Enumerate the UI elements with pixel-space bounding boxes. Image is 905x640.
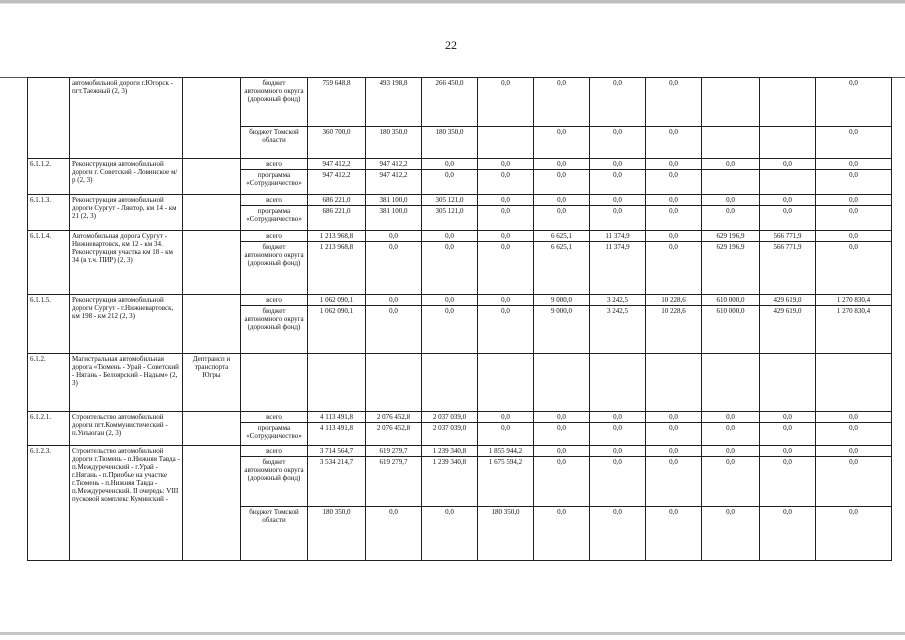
amount-cell: 1 855 944,2 bbox=[478, 446, 534, 457]
amount-cell: 1 213 968,8 bbox=[308, 242, 366, 295]
funding-source-cell: бюджет автономного округа (дорожный фонд) bbox=[241, 242, 308, 295]
amount-cell: 180 350,0 bbox=[478, 507, 534, 561]
amount-cell: 0,0 bbox=[646, 242, 702, 295]
table-row bbox=[28, 195, 892, 206]
amount-cell: 0,0 bbox=[590, 78, 646, 127]
amount-cell: 947 412,2 bbox=[308, 170, 366, 195]
amount-cell: 1 239 340,8 bbox=[422, 446, 478, 457]
funding-source-cell: бюджет автономного округа (дорожный фонд) bbox=[241, 306, 308, 354]
amount-cell: 0,0 bbox=[422, 242, 478, 295]
amount-cell: 0,0 bbox=[590, 127, 646, 159]
funding-source-cell: бюджет автономного округа (дорожный фонд) bbox=[241, 78, 308, 127]
amount-cell: 11 374,9 bbox=[590, 242, 646, 295]
amount-cell: 0,0 bbox=[534, 206, 590, 231]
amount-cell: 0,0 bbox=[366, 231, 422, 242]
amount-cell: 610 000,0 bbox=[702, 306, 760, 354]
amount-cell bbox=[478, 127, 534, 159]
amount-cell: 0,0 bbox=[816, 242, 892, 295]
amount-cell: 0,0 bbox=[702, 159, 760, 170]
amount-cell: 619 279,7 bbox=[366, 457, 422, 507]
amount-cell: 1 213 968,8 bbox=[308, 231, 366, 242]
amount-cell: 0,0 bbox=[702, 457, 760, 507]
row-executor-cell bbox=[183, 295, 241, 354]
amount-cell: 0,0 bbox=[816, 412, 892, 423]
amount-cell: 0,0 bbox=[646, 412, 702, 423]
amount-cell: 0,0 bbox=[646, 78, 702, 127]
amount-cell: 0,0 bbox=[534, 423, 590, 446]
amount-cell: 1 270 830,4 bbox=[816, 295, 892, 306]
amount-cell: 0,0 bbox=[422, 306, 478, 354]
amount-cell: 0,0 bbox=[478, 159, 534, 170]
amount-cell: 0,0 bbox=[646, 159, 702, 170]
amount-cell: 947 412,2 bbox=[366, 159, 422, 170]
amount-cell: 0,0 bbox=[478, 295, 534, 306]
row-name-cell: Строительство автомобильной дороги пгт.Коммунистический - п.Унъюган (2, 3) bbox=[70, 412, 183, 446]
amount-cell: 0,0 bbox=[478, 195, 534, 206]
amount-cell: 0,0 bbox=[646, 423, 702, 446]
amount-cell: 0,0 bbox=[366, 295, 422, 306]
amount-cell bbox=[816, 354, 892, 412]
amount-cell: 0,0 bbox=[590, 446, 646, 457]
amount-cell bbox=[422, 354, 478, 412]
amount-cell: 0,0 bbox=[478, 412, 534, 423]
amount-cell: 0,0 bbox=[534, 507, 590, 561]
row-executor-cell bbox=[183, 78, 241, 159]
row-executor-cell bbox=[183, 159, 241, 195]
amount-cell: 0,0 bbox=[760, 206, 816, 231]
funding-source-cell: бюджет Томской области bbox=[241, 507, 308, 561]
amount-cell: 947 412,2 bbox=[366, 170, 422, 195]
row-executor-cell bbox=[183, 231, 241, 295]
funding-source-cell: программа «Сотрудничество» bbox=[241, 423, 308, 446]
amount-cell bbox=[366, 354, 422, 412]
amount-cell: 3 714 564,7 bbox=[308, 446, 366, 457]
amount-cell: 0,0 bbox=[534, 170, 590, 195]
table-row bbox=[28, 78, 892, 127]
scan-bottom-edge bbox=[0, 632, 905, 635]
program-financing-table bbox=[27, 77, 892, 561]
amount-cell: 6 625,1 bbox=[534, 231, 590, 242]
amount-cell: 9 000,0 bbox=[534, 295, 590, 306]
amount-cell: 0,0 bbox=[534, 457, 590, 507]
funding-source-cell: всего bbox=[241, 231, 308, 242]
amount-cell: 0,0 bbox=[646, 170, 702, 195]
amount-cell: 0,0 bbox=[760, 457, 816, 507]
amount-cell: 180 350,0 bbox=[422, 127, 478, 159]
row-executor-cell bbox=[183, 446, 241, 561]
row-executor-cell bbox=[183, 195, 241, 231]
row-code-cell: 6.1.1.2. bbox=[28, 159, 70, 195]
amount-cell: 1 062 090,1 bbox=[308, 295, 366, 306]
row-executor-cell: Дептрансп и транспорта Югры bbox=[183, 354, 241, 412]
amount-cell: 4 113 491,8 bbox=[308, 412, 366, 423]
amount-cell: 3 242,5 bbox=[590, 306, 646, 354]
amount-cell: 305 121,0 bbox=[422, 206, 478, 231]
amount-cell: 0,0 bbox=[590, 457, 646, 507]
amount-cell: 6 625,1 bbox=[534, 242, 590, 295]
amount-cell: 0,0 bbox=[422, 170, 478, 195]
amount-cell: 180 350,0 bbox=[308, 507, 366, 561]
amount-cell: 0,0 bbox=[702, 507, 760, 561]
row-name-cell: Реконструкция автомобильной дороги г. Советский - Ловинское м/р (2, 3) bbox=[70, 159, 183, 195]
amount-cell: 180 350,0 bbox=[366, 127, 422, 159]
amount-cell: 1 675 594,2 bbox=[478, 457, 534, 507]
funding-source-cell: программа «Сотрудничество» bbox=[241, 206, 308, 231]
amount-cell bbox=[646, 354, 702, 412]
table-row bbox=[28, 446, 892, 457]
funding-source-cell: всего bbox=[241, 295, 308, 306]
funding-source-cell: бюджет Томской области bbox=[241, 127, 308, 159]
row-code-cell: 6.1.2. bbox=[28, 354, 70, 412]
table-row bbox=[28, 295, 892, 306]
amount-cell: 0,0 bbox=[702, 206, 760, 231]
amount-cell: 0,0 bbox=[646, 231, 702, 242]
amount-cell: 0,0 bbox=[422, 295, 478, 306]
amount-cell: 381 100,0 bbox=[366, 206, 422, 231]
row-executor-cell bbox=[183, 412, 241, 446]
amount-cell: 0,0 bbox=[760, 507, 816, 561]
amount-cell: 0,0 bbox=[590, 159, 646, 170]
amount-cell: 0,0 bbox=[422, 159, 478, 170]
amount-cell: 0,0 bbox=[366, 306, 422, 354]
row-name-cell: Реконструкция автомобильной дороги Сургут - г.Нижневартовск, км 198 - км 212 (2, 3) bbox=[70, 295, 183, 354]
amount-cell: 0,0 bbox=[534, 78, 590, 127]
amount-cell: 0,0 bbox=[646, 457, 702, 507]
program-table-wrapper bbox=[27, 77, 891, 561]
amount-cell bbox=[534, 354, 590, 412]
amount-cell: 381 100,0 bbox=[366, 195, 422, 206]
amount-cell: 0,0 bbox=[702, 412, 760, 423]
amount-cell: 566 771,9 bbox=[760, 231, 816, 242]
amount-cell bbox=[702, 170, 760, 195]
amount-cell: 0,0 bbox=[760, 195, 816, 206]
amount-cell: 360 700,0 bbox=[308, 127, 366, 159]
amount-cell: 0,0 bbox=[590, 507, 646, 561]
amount-cell: 2 037 039,0 bbox=[422, 412, 478, 423]
amount-cell: 0,0 bbox=[422, 507, 478, 561]
amount-cell: 266 450,0 bbox=[422, 78, 478, 127]
amount-cell: 947 412,2 bbox=[308, 159, 366, 170]
amount-cell: 0,0 bbox=[646, 446, 702, 457]
amount-cell: 610 000,0 bbox=[702, 295, 760, 306]
amount-cell: 0,0 bbox=[478, 306, 534, 354]
amount-cell: 0,0 bbox=[534, 195, 590, 206]
amount-cell: 0,0 bbox=[760, 423, 816, 446]
table-row bbox=[28, 231, 892, 242]
amount-cell: 0,0 bbox=[590, 206, 646, 231]
amount-cell: 9 000,0 bbox=[534, 306, 590, 354]
amount-cell: 0,0 bbox=[816, 206, 892, 231]
amount-cell: 0,0 bbox=[760, 159, 816, 170]
amount-cell: 0,0 bbox=[422, 231, 478, 242]
amount-cell: 0,0 bbox=[366, 242, 422, 295]
row-name-cell: Автомобильная дорога Сургут - Нижневартовск, км 12 - км 34. Реконструкция участка км 18 - км 34 (в т.ч. ПИР) (2, 3) bbox=[70, 231, 183, 295]
amount-cell: 3 534 214,7 bbox=[308, 457, 366, 507]
amount-cell: 0,0 bbox=[534, 412, 590, 423]
funding-source-cell: бюджет автономного округа (дорожный фонд) bbox=[241, 457, 308, 507]
amount-cell: 0,0 bbox=[646, 206, 702, 231]
funding-source-cell bbox=[241, 354, 308, 412]
amount-cell: 0,0 bbox=[760, 412, 816, 423]
table-row bbox=[28, 412, 892, 423]
amount-cell: 0,0 bbox=[702, 446, 760, 457]
amount-cell: 0,0 bbox=[478, 423, 534, 446]
amount-cell: 619 279,7 bbox=[366, 446, 422, 457]
amount-cell: 0,0 bbox=[702, 423, 760, 446]
amount-cell bbox=[590, 354, 646, 412]
amount-cell: 0,0 bbox=[534, 127, 590, 159]
amount-cell: 0,0 bbox=[478, 78, 534, 127]
amount-cell bbox=[702, 354, 760, 412]
amount-cell bbox=[760, 78, 816, 127]
row-name-cell: Магистральная автомобильная дорога «Тюмень - Урай - Советский - Нягань - Белоярский - Надым» (2, 3) bbox=[70, 354, 183, 412]
amount-cell: 566 771,9 bbox=[760, 242, 816, 295]
amount-cell bbox=[478, 354, 534, 412]
row-code-cell: 6.1.2.1. bbox=[28, 412, 70, 446]
amount-cell: 0,0 bbox=[760, 446, 816, 457]
amount-cell: 429 619,0 bbox=[760, 295, 816, 306]
row-code-cell: 6.1.2.3. bbox=[28, 446, 70, 561]
row-name-cell: Реконструкция автомобильной дороги Сургут - Лянтор, км 14 - км 21 (2, 3) bbox=[70, 195, 183, 231]
amount-cell: 429 619,0 bbox=[760, 306, 816, 354]
amount-cell: 2 037 039,0 bbox=[422, 423, 478, 446]
row-name-cell: Строительство автомобильной дороги г.Тюмень - п.Нижняя Тавда - п.Междуреченский - г.Урай - г.Нягань - п.Приобье на участке г.Тюмень - п.Нижняя Тавда - п.Междуреченский. II очередь: VIII пусковой комплекс Куминский - bbox=[70, 446, 183, 561]
amount-cell: 1 062 090,1 bbox=[308, 306, 366, 354]
funding-source-cell: всего bbox=[241, 446, 308, 457]
table-row bbox=[28, 354, 892, 412]
funding-source-cell: всего bbox=[241, 412, 308, 423]
page-number: 22 bbox=[445, 38, 457, 52]
amount-cell bbox=[760, 127, 816, 159]
amount-cell: 686 221,0 bbox=[308, 195, 366, 206]
amount-cell: 11 374,9 bbox=[590, 231, 646, 242]
amount-cell: 0,0 bbox=[816, 159, 892, 170]
amount-cell: 0,0 bbox=[478, 206, 534, 231]
row-code-cell bbox=[28, 78, 70, 159]
funding-source-cell: всего bbox=[241, 159, 308, 170]
amount-cell: 629 196,9 bbox=[702, 231, 760, 242]
amount-cell bbox=[702, 78, 760, 127]
amount-cell: 0,0 bbox=[590, 170, 646, 195]
amount-cell: 0,0 bbox=[478, 170, 534, 195]
amount-cell: 2 076 452,8 bbox=[366, 412, 422, 423]
amount-cell: 0,0 bbox=[534, 446, 590, 457]
amount-cell: 0,0 bbox=[366, 507, 422, 561]
amount-cell: 305 121,0 bbox=[422, 195, 478, 206]
funding-source-cell: всего bbox=[241, 195, 308, 206]
amount-cell: 10 228,6 bbox=[646, 306, 702, 354]
amount-cell: 0,0 bbox=[646, 507, 702, 561]
row-name-cell: автомобильной дороги г.Югорск - пгт.Таежный (2, 3) bbox=[70, 78, 183, 159]
amount-cell bbox=[760, 170, 816, 195]
amount-cell: 10 228,6 bbox=[646, 295, 702, 306]
amount-cell: 4 113 491,8 bbox=[308, 423, 366, 446]
amount-cell: 0,0 bbox=[478, 242, 534, 295]
amount-cell: 0,0 bbox=[478, 231, 534, 242]
amount-cell: 0,0 bbox=[702, 195, 760, 206]
amount-cell bbox=[308, 354, 366, 412]
amount-cell: 1 270 830,4 bbox=[816, 306, 892, 354]
amount-cell: 0,0 bbox=[590, 423, 646, 446]
amount-cell: 0,0 bbox=[816, 446, 892, 457]
amount-cell: 0,0 bbox=[590, 195, 646, 206]
amount-cell: 3 242,5 bbox=[590, 295, 646, 306]
amount-cell: 1 239 340,8 bbox=[422, 457, 478, 507]
row-code-cell: 6.1.1.5. bbox=[28, 295, 70, 354]
amount-cell: 759 648,8 bbox=[308, 78, 366, 127]
amount-cell bbox=[702, 127, 760, 159]
amount-cell: 2 076 452,8 bbox=[366, 423, 422, 446]
row-code-cell: 6.1.1.3. bbox=[28, 195, 70, 231]
funding-source-cell: программа «Сотрудничество» bbox=[241, 170, 308, 195]
amount-cell bbox=[760, 354, 816, 412]
table-row bbox=[28, 159, 892, 170]
amount-cell: 493 198,8 bbox=[366, 78, 422, 127]
table-body bbox=[28, 78, 892, 561]
amount-cell: 0,0 bbox=[816, 423, 892, 446]
amount-cell: 0,0 bbox=[816, 231, 892, 242]
amount-cell: 629 196,9 bbox=[702, 242, 760, 295]
amount-cell: 0,0 bbox=[816, 457, 892, 507]
amount-cell: 0,0 bbox=[816, 195, 892, 206]
amount-cell: 0,0 bbox=[646, 127, 702, 159]
row-code-cell: 6.1.1.4. bbox=[28, 231, 70, 295]
scan-top-edge-shadow bbox=[0, 3, 905, 4]
amount-cell: 686 221,0 bbox=[308, 206, 366, 231]
amount-cell: 0,0 bbox=[590, 412, 646, 423]
amount-cell: 0,0 bbox=[816, 78, 892, 127]
amount-cell: 0,0 bbox=[646, 195, 702, 206]
amount-cell: 0,0 bbox=[816, 507, 892, 561]
amount-cell: 0,0 bbox=[816, 127, 892, 159]
amount-cell: 0,0 bbox=[534, 159, 590, 170]
amount-cell: 0,0 bbox=[816, 170, 892, 195]
